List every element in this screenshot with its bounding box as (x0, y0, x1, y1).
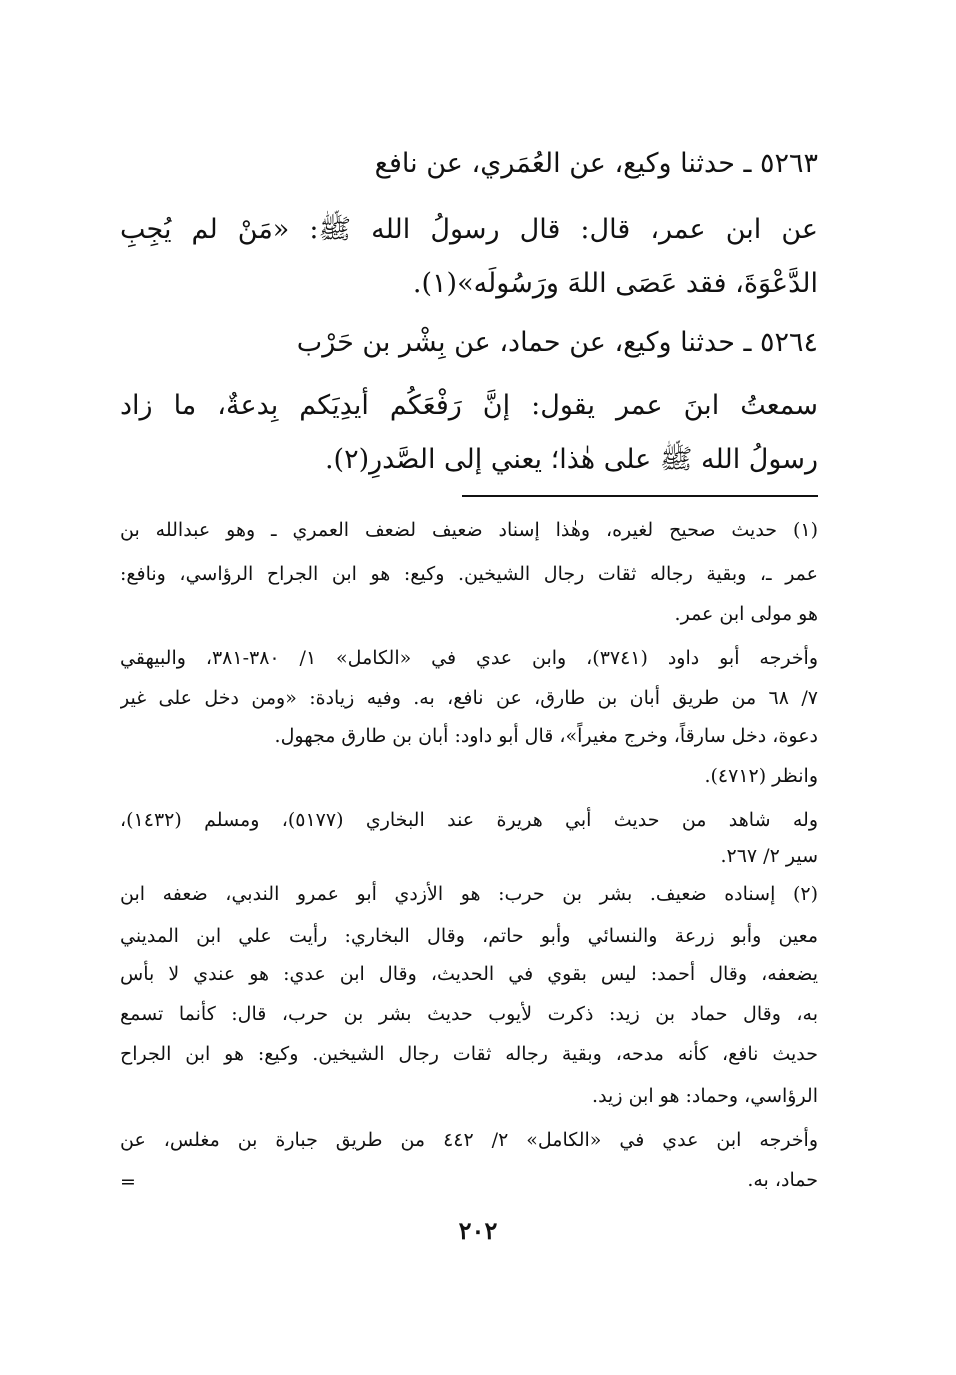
footnote-1-para-2-line-2: ٧/ ٦٨ من طريق أبان بن طارق، عن نافع، به. وفيه زيادة: «ومن دخل على غير (120, 687, 818, 709)
footnote-divider (462, 495, 818, 497)
footnote-1-para-4-line-1: وله شاهد من حديث أبي هريرة عند البخاري (٥١٧٧)، ومسلم (١٤٣٢)، (120, 809, 818, 831)
footnote-2-para-2-line-1: وأخرجه ابن عدي في «الكامل» ٢/ ٤٤٢ من طريق جبارة بن مغلس، عن (120, 1129, 818, 1151)
footnote-2-line-5: حديث نافع، كأنه مدحه، وبقية رجاله ثقات رجال الشيخين. وكيع: هو ابن الجراح (120, 1043, 818, 1065)
footnote-2-line-4: به، وقال حماد بن زيد: ذكرت لأيوب حديث بشر بن حرب، قال: كأنما تسمع (120, 1003, 818, 1025)
hadith-5263-isnad: ٥٢٦٣ ـ حدثنا وكيع، عن العُمَري، عن نافع (374, 148, 818, 179)
hadith-5263-matn-line-1: عن ابن عمر، قال: قال رسولُ الله ﷺ: «مَنْ لم يُجِبِ (120, 214, 818, 245)
hadith-5264-matn-line-2: رسولُ الله ﷺ على هٰذا؛ يعني إلى الصَّدرِ(٢). (324, 444, 818, 475)
footnote-2-line-3: يضعفه، وقال أحمد: ليس بقوي في الحديث، وقال ابن عدي: هو عندي لا بأس (120, 963, 818, 985)
footnote-2-line-6: الرؤاسي، وحماد: هو ابن زيد. (592, 1085, 818, 1107)
page-number: ٢٠٢ (458, 1216, 498, 1245)
footnote-2-para-2-line-2: حماد، به. (747, 1169, 818, 1191)
footnote-2-line-2: معين وأبو زرعة والنسائي وأبو حاتم، وقال البخاري: رأيت علي ابن المديني (120, 925, 818, 947)
footnote-1-line-2: عمر ـ، وبقية رجاله ثقات رجال الشيخين. وكيع: هو ابن الجراح الرؤاسي، ونافع: (120, 563, 818, 585)
footnote-1-line-1: (١) حديث صحيح لغيره، وهٰذا إسناد ضعيف لضعف العمري ـ وهو عبدالله بن (120, 519, 818, 541)
footnote-2-line-1: (٢) إسناده ضعيف. بشر بن حرب: هو الأزدي أبو عمرو الندبي، ضعفه ابن (120, 883, 818, 905)
footnote-1-para-3-line-1: وانظر (٤٧١٢). (704, 765, 818, 787)
hadith-5264-matn-line-1: سمعتُ ابنَ عمر يقول: إنَّ رَفْعَكُم أَيدِيَكم بِدعةٌ، ما زاد (120, 390, 818, 421)
footnote-1-para-2-line-3: دعوة، دخل سارقاً، وخرج مغيراً»، قال أبو داود: أبان بن طارق مجهول. (274, 725, 818, 747)
footnote-1-line-3: هو مولى ابن عمر. (674, 603, 818, 625)
hadith-5264-isnad: ٥٢٦٤ ـ حدثنا وكيع، عن حماد، عن بِشْر بن حَرْب (296, 327, 818, 358)
footnote-1-para-4-line-2: سير ٢/ ٢٦٧. (720, 845, 818, 867)
continuation-mark: = (120, 1171, 136, 1193)
hadith-5263-matn-line-2: الدَّعْوَةَ، فقد عَصَى اللهَ ورَسُولَه»(١). (412, 268, 818, 299)
footnote-1-para-2-line-1: وأخرجه أبو داود (٣٧٤١)، وابن عدي في «الكامل» ١/ ٣٨٠-٣٨١، والبيهقي (120, 647, 818, 669)
